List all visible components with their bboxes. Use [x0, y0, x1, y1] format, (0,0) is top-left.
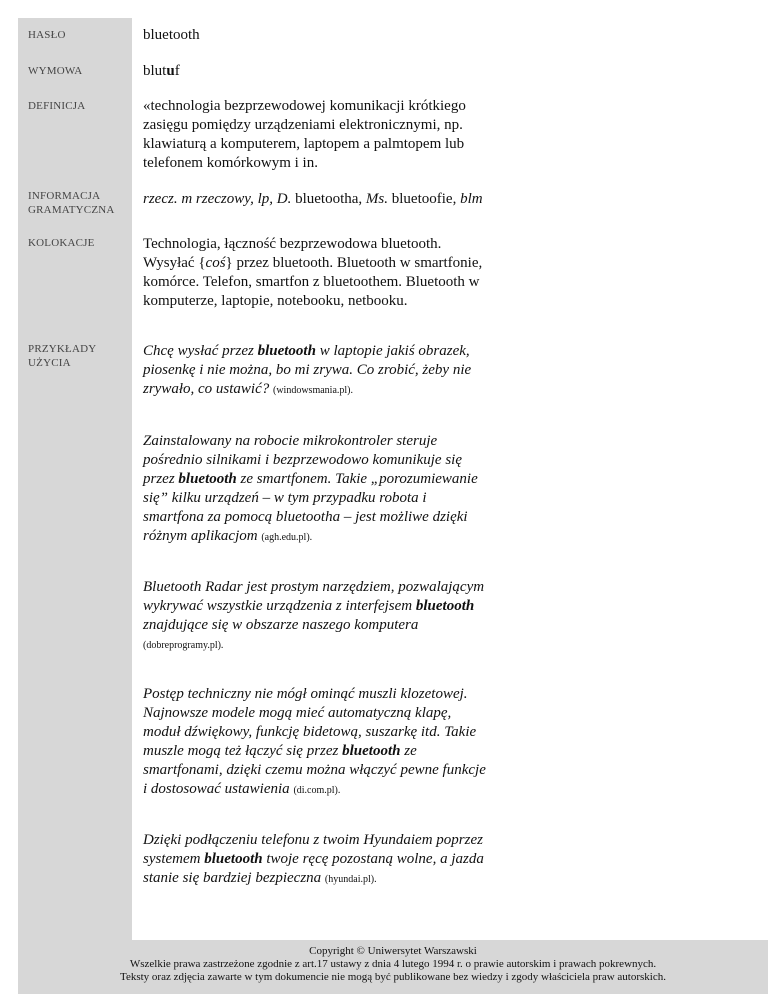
example-1-headword: bluetooth — [257, 343, 316, 359]
example-2 — [143, 432, 488, 547]
example-2-source: (agh.edu.pl). — [261, 532, 313, 543]
label-definicja: DEFINICJA — [28, 100, 86, 112]
example-3-headword: bluetooth — [415, 598, 475, 614]
collocations-pre: Technologia, łączność bezprzewodowa bluetooth. Wysyłać { — [143, 236, 442, 271]
example-1-post: w laptopie jakiś obrazek, piosenkę i nie można, bo mi zrywa. Co zrobić, żeby nie zrywało, co ustawić? — [143, 343, 472, 397]
footer-copyright: Copyright © Uniwersytet Warszawski — [309, 945, 477, 957]
grammar-part1: rzecz. m rzeczowy, lp, D. — [143, 191, 292, 207]
example-5 — [143, 831, 488, 889]
label-gramatyka — [28, 189, 115, 217]
example-1 — [143, 342, 488, 400]
example-4-post: ze smartfonami, dzięki czemu można włączyć pewne funkcje i dostosować ustawienia — [143, 743, 486, 797]
example-5-pre: Dzięki podłączeniu telefonu z twoim Hyundaiem poprzez systemem — [143, 832, 483, 867]
copyright-footer — [18, 940, 768, 994]
label-haslo: HASŁO — [28, 29, 66, 41]
headword: bluetooth — [143, 27, 200, 43]
label-kolokacje: KOLOKACJE — [28, 237, 95, 249]
grammar-info — [143, 190, 503, 209]
footer-notice: Teksty oraz zdjęcia zawarte w tym dokumencie nie mogą być publikowane bez wiedzy i zgody właściciela praw autorskich. — [120, 971, 666, 983]
label-gramatyka-line1: INFORMACJA — [28, 190, 101, 202]
example-3-source: (dobreprogramy.pl). — [143, 640, 224, 651]
grammar-part5: blm — [460, 191, 483, 207]
pronunciation — [143, 62, 488, 81]
grammar-part4: bluetoofie, — [388, 191, 461, 207]
example-5-source: (hyundai.pl). — [324, 874, 377, 885]
example-1-pre: Chcę wysłać przez — [143, 343, 258, 359]
example-2-pre: Zainstalowany na robocie mikrokontroler steruje pośrednio silnikami i bezprzewodowo komunikuje się przez — [143, 433, 462, 487]
pronunciation-post: f — [174, 63, 180, 79]
pronunciation-pre: blut — [143, 63, 167, 79]
label-przyklady — [28, 342, 96, 370]
grammar-part2: bluetootha, — [291, 191, 366, 207]
collocations-italic: coś — [205, 255, 226, 271]
label-przyklady-line1: PRZYKŁADY — [28, 343, 97, 355]
collocations-post: } przez bluetooth. Bluetooth w smartfonie, komórce. Telefon, smartfon z bluetoothem. Bluetooth w komputerze, laptopie, notebooku, netbooku. — [143, 255, 483, 309]
example-5-headword: bluetooth — [204, 851, 263, 867]
example-2-post: ze smartfonem. Takie „porozumiewanie się” kilku urządzeń – w tym przypadku robota i smartfona za pomocą bluetootha – jest możliwe dzięki różnym aplikacjom — [143, 471, 478, 544]
footer-rights: Wszelkie prawa zastrzeżone zgodnie z art.17 ustawy z dnia 4 lutego 1994 r. o prawie autorskim i prawach pokrewnych. — [129, 958, 657, 970]
example-2-headword: bluetooth — [178, 471, 237, 487]
example-4-pre: Postęp techniczny nie mógł ominąć muszli klozetowej. Najnowsze modele mogą mieć automatyczną klapę, moduł dźwiękowy, funkcję bidetową, suszarkę itd. Takie muszle mogą też łączyć się przez — [143, 686, 477, 759]
example-5-post: twoje ręcę pozostaną wolne, a jazda stanie się bardziej bezpieczna — [143, 851, 484, 886]
example-1-source: (windowsmania.pl). — [273, 385, 353, 396]
label-przyklady-line2: UŻYCIA — [28, 357, 71, 369]
definition: «technologia bezprzewodowej komunikacji krótkiego zasięgu pomiędzy urządzeniami elektronicznymi, np. klawiaturą a komputerem, laptopem a palmtopem lub telefonem komórkowym i in. — [143, 98, 466, 171]
example-4-source: (di.com.pl). — [293, 785, 341, 796]
grammar-part3: Ms. — [365, 191, 388, 207]
example-3-post: znajdujące się w obszarze naszego komputera — [143, 617, 419, 633]
collocations — [143, 235, 488, 311]
example-4-headword: bluetooth — [342, 743, 401, 759]
pronunciation-stress: u — [166, 63, 175, 79]
label-gramatyka-line2: GRAMATYCZNA — [28, 204, 115, 216]
example-3-pre: Bluetooth Radar jest prostym narzędziem, pozwalającym wykrywać wszystkie urządzenia z interfejsem — [143, 579, 485, 614]
label-column — [18, 18, 132, 940]
label-wymowa: WYMOWA — [28, 65, 83, 77]
example-3 — [143, 578, 488, 655]
example-4 — [143, 685, 488, 800]
